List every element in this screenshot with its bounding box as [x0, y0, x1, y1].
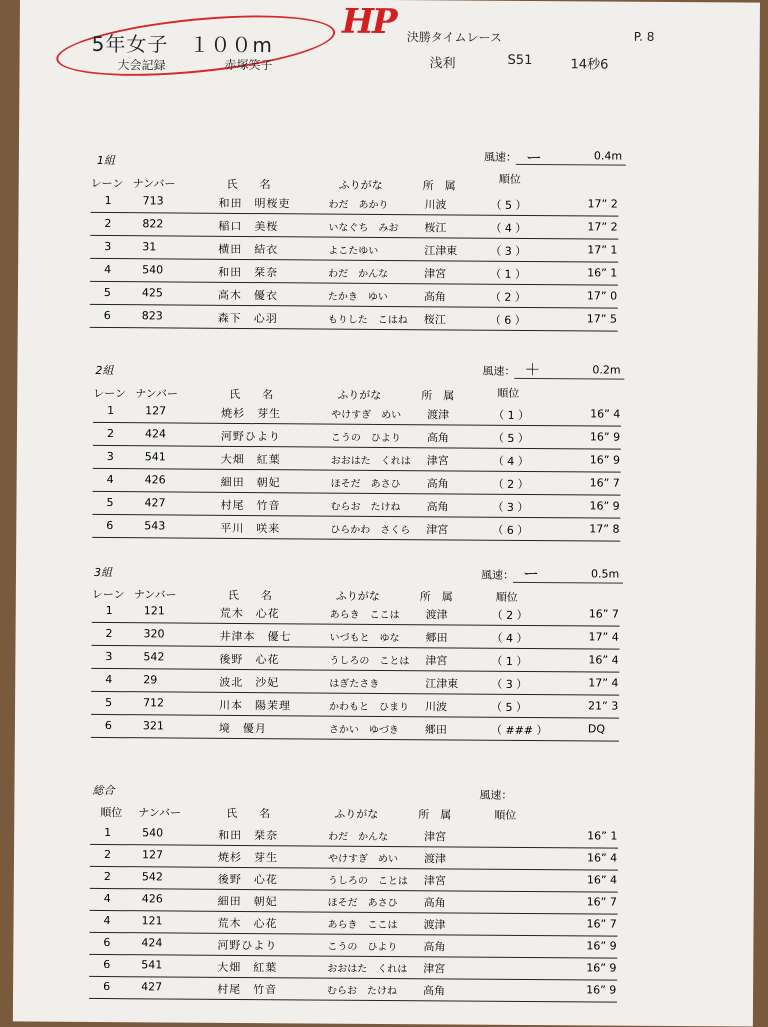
cell-affiliation: 川波 — [425, 700, 448, 714]
cell-affiliation: 津宮 — [424, 267, 447, 281]
col-lane: レーン — [93, 386, 127, 401]
cell-name: 後野 心花 — [217, 872, 278, 887]
cell-name: 焼杉 芽生 — [217, 850, 279, 865]
cell-kana: わだ かんな — [328, 268, 389, 280]
col-kana: ふりがな — [337, 388, 382, 402]
record-holder: 赤塚笑子 — [224, 57, 273, 73]
cell-kana: いづもと ゆな — [329, 632, 400, 645]
cell-name: 河野ひより — [220, 429, 281, 444]
cell-lane: 6 — [106, 519, 114, 533]
cell-name: 河野ひより — [217, 938, 278, 953]
cell-rank: （ 4 ） — [492, 454, 529, 468]
cell-kana: いなぐち みお — [328, 222, 399, 235]
cell-kana: こうの ひより — [330, 432, 401, 445]
cell-name: 和田 栞奈 — [218, 828, 279, 843]
col-rank: 順位 — [497, 386, 520, 400]
cell-kana: ひらかわ さくら — [330, 524, 411, 537]
cell-number: 541 — [144, 450, 166, 464]
cell-kana: もりした こはね — [327, 314, 408, 327]
cell-number: 426 — [141, 892, 163, 906]
cell-lane: 3 — [104, 240, 112, 254]
cell-rank: （ 5 ） — [491, 700, 528, 714]
cell-rank: （ 4 ） — [490, 221, 527, 235]
results-sheet — [13, 0, 760, 1027]
cell-rank: （ 5 ） — [490, 198, 527, 212]
cell-lane: 6 — [103, 309, 111, 323]
cell-time: 16” 7 — [586, 895, 617, 909]
cell-name: 井津本 優七 — [219, 629, 292, 644]
cell-rank: （ 1 ） — [490, 267, 527, 281]
cell-lane: 6 — [103, 958, 111, 972]
cell-number: 427 — [141, 980, 163, 994]
cell-time: 17” 1 — [587, 243, 618, 257]
cell-kana: やけすぎ めい — [327, 853, 399, 866]
cell-name: 平川 咲来 — [220, 521, 281, 536]
wind-sign: ー — [525, 147, 542, 168]
cell-number: 823 — [141, 309, 163, 323]
cell-lane: 2 — [105, 627, 113, 641]
cell-name: 稲口 美桜 — [218, 219, 279, 234]
cell-affiliation: 津宮 — [426, 523, 449, 537]
col-affiliation: 所 属 — [421, 389, 455, 403]
cell-name: 波北 沙妃 — [219, 675, 280, 690]
cell-time: 16” 4 — [590, 407, 621, 421]
wind-value: 0.4m — [593, 149, 623, 163]
cell-name: 境 優月 — [218, 721, 267, 736]
cell-affiliation: 郷田 — [425, 631, 448, 645]
meet-record-year: S51 — [507, 52, 533, 68]
cell-kana: さかい ゆづき — [328, 724, 399, 737]
cell-time: 16” 1 — [587, 829, 618, 843]
hp-handwritten-mark: HP — [341, 1, 396, 43]
col-number: ナンバー — [132, 177, 176, 191]
cell-rank: （ 2 ） — [492, 477, 529, 491]
wind-label: 風速： — [483, 150, 517, 164]
cell-time: 16” 9 — [589, 453, 621, 467]
cell-name: 後野 心花 — [219, 652, 280, 667]
cell-lane: 6 — [103, 936, 111, 950]
wind-label: 風速： — [479, 788, 513, 802]
col-affiliation: 所 属 — [419, 590, 453, 604]
cell-time: 16” 7 — [589, 476, 620, 490]
cell-time: 17” 5 — [586, 312, 618, 326]
cell-affiliation: 江津東 — [425, 677, 459, 691]
cell-kana: かわもと ひまり — [329, 701, 410, 714]
cell-rank: （ 5 ） — [492, 431, 529, 445]
cell-lane: 3 — [105, 650, 113, 664]
cell-name: 高木 優衣 — [217, 288, 278, 303]
cell-lane: 5 — [106, 496, 114, 510]
cell-affiliation: 高角 — [426, 500, 449, 514]
cell-kana: わだ あかり — [328, 199, 389, 211]
cell-lane: 6 — [103, 980, 111, 994]
cell-lane: 1 — [107, 404, 115, 418]
cell-number: 712 — [143, 696, 165, 710]
cell-time: 17” 2 — [587, 220, 618, 234]
cell-lane: 4 — [103, 892, 111, 906]
cell-number: 713 — [142, 194, 164, 208]
wind-sign: ー — [522, 563, 540, 584]
col-name: 氏 名 — [229, 387, 274, 402]
table-row — [89, 976, 617, 1003]
cell-number: 127 — [145, 404, 167, 418]
cell-affiliation: 津宮 — [425, 654, 448, 668]
table-row — [91, 715, 619, 742]
col-kana: ふりがな — [334, 807, 379, 821]
cell-rank: （ 3 ） — [490, 244, 527, 258]
table-row — [92, 515, 620, 542]
heat-title: 3組 — [93, 565, 113, 580]
cell-rank: （ 3 ） — [492, 500, 529, 514]
cell-time: 16” 7 — [586, 917, 617, 931]
col-name: 氏 名 — [226, 177, 271, 192]
cell-kana: わだ かんな — [328, 831, 389, 844]
cell-affiliation: 高角 — [423, 984, 446, 998]
overall-section — [85, 778, 625, 998]
cell-affiliation: 高角 — [423, 896, 446, 910]
cell-name: 横田 結衣 — [218, 242, 279, 257]
cell-kana: ほそだ あさひ — [327, 897, 398, 910]
col-rank-total: 順位 — [100, 805, 123, 820]
event-title: 5年女子 １００m — [91, 31, 273, 58]
wind-label: 風速： — [482, 364, 516, 378]
cell-name: 荒木 心花 — [219, 606, 280, 621]
cell-lane: 4 — [104, 263, 112, 277]
cell-affiliation: 津宮 — [424, 830, 447, 844]
cell-time: 16” 1 — [587, 266, 618, 280]
cell-number: 540 — [142, 263, 164, 277]
col-number: ナンバー — [138, 806, 182, 820]
col-lane: レーン — [91, 587, 125, 602]
cell-number: 542 — [141, 870, 163, 884]
col-name: 氏 名 — [227, 588, 272, 603]
table-row — [90, 305, 618, 332]
cell-name: 細田 朝妃 — [220, 475, 281, 490]
cell-name: 細田 朝妃 — [217, 894, 278, 909]
cell-kana: よこたゆい — [328, 245, 379, 257]
heat-section — [88, 354, 628, 537]
cell-time: 16” 7 — [588, 607, 619, 621]
col-number: ナンバー — [133, 588, 177, 602]
cell-number: 29 — [143, 673, 158, 687]
heat-section — [86, 556, 626, 738]
cell-rank: （ 2 ） — [491, 608, 528, 622]
cell-time: 21” 3 — [588, 699, 619, 713]
col-rank: 順位 — [495, 590, 518, 604]
cell-affiliation: 渡津 — [423, 852, 447, 866]
meet-record-name: 浅利 — [429, 56, 456, 72]
col-kana: ふりがな — [338, 178, 383, 192]
cell-affiliation: 川波 — [424, 198, 447, 212]
cell-name: 村尾 竹音 — [217, 982, 278, 997]
cell-kana: たかき ゆい — [327, 291, 388, 303]
heat-title: 2組 — [95, 363, 114, 378]
cell-name: 村尾 竹音 — [220, 498, 281, 513]
col-lane: レーン — [90, 176, 124, 191]
cell-lane: 1 — [104, 826, 112, 840]
cell-rank: （ 1 ） — [493, 408, 530, 422]
cell-affiliation: 渡津 — [423, 918, 446, 932]
cell-kana: むらお たけね — [327, 985, 398, 998]
cell-affiliation: 津宮 — [423, 962, 446, 976]
cell-time: DQ — [587, 722, 606, 736]
cell-lane: 1 — [104, 194, 112, 208]
col-number: ナンバー — [135, 387, 178, 401]
meet-record-time: 14秒6 — [570, 57, 609, 73]
cell-kana: はぎたさき — [329, 678, 380, 690]
page-number: P. 8 — [633, 29, 655, 44]
cell-number: 541 — [141, 958, 163, 972]
cell-name: 荒木 心花 — [217, 916, 278, 931]
cell-affiliation: 高角 — [426, 431, 449, 445]
cell-time: 16” 9 — [586, 983, 617, 997]
cell-kana: あらき ここは — [329, 609, 400, 622]
cell-name: 川本 陽茉理 — [219, 698, 292, 713]
cell-rank: （ 2 ） — [489, 290, 526, 304]
cell-number: 542 — [143, 650, 165, 664]
cell-kana: おおはた くれは — [330, 455, 411, 468]
cell-kana: あらき ここは — [327, 919, 398, 932]
record-label: 大会記録 — [117, 58, 166, 73]
wind-value: 0.5m — [590, 567, 620, 581]
cell-affiliation: 渡津 — [425, 608, 448, 622]
col-affiliation: 所 属 — [418, 808, 452, 822]
cell-affiliation: 桜江 — [424, 221, 447, 235]
cell-lane: 2 — [106, 427, 115, 441]
cell-affiliation: 高角 — [423, 290, 446, 304]
cell-number: 121 — [141, 914, 163, 928]
cell-number: 426 — [144, 473, 166, 487]
cell-affiliation: 高角 — [423, 940, 446, 954]
cell-kana: おおはた くれは — [327, 963, 408, 976]
cell-time: 17” 2 — [587, 197, 618, 211]
cell-number: 424 — [144, 427, 167, 441]
cell-kana: ほそだ あさひ — [330, 478, 401, 491]
cell-affiliation: 津宮 — [423, 874, 446, 888]
cell-number: 31 — [142, 240, 157, 254]
cell-kana: むらお たけね — [330, 501, 401, 514]
cell-affiliation: 津宮 — [426, 454, 449, 468]
cell-lane: 2 — [103, 870, 111, 884]
heat-section — [89, 144, 629, 327]
cell-name: 和田 栞奈 — [218, 265, 279, 280]
cell-lane: 1 — [105, 604, 113, 618]
cell-kana: やけすぎ めい — [331, 409, 402, 422]
cell-name: 森下 心羽 — [217, 311, 278, 326]
race-type: 決勝タイムレース — [406, 30, 502, 45]
cell-time: 16” 4 — [586, 851, 618, 865]
col-kana: ふりがな — [335, 589, 380, 603]
cell-time: 16” 9 — [586, 939, 617, 953]
cell-affiliation: 渡津 — [427, 408, 450, 422]
cell-time: 17” 0 — [586, 289, 618, 303]
cell-lane: 4 — [106, 473, 114, 487]
cell-name: 和田 明桜吏 — [218, 196, 291, 211]
cell-name: 大畑 紅葉 — [220, 452, 281, 467]
cell-lane: 2 — [103, 848, 112, 862]
cell-lane: 5 — [105, 696, 113, 710]
cell-rank: （ 1 ） — [491, 654, 528, 668]
cell-number: 427 — [144, 496, 166, 510]
cell-affiliation: 郷田 — [424, 723, 447, 737]
cell-time: 17” 4 — [588, 630, 619, 644]
cell-rank: （ 6 ） — [489, 313, 526, 327]
overall-title: 総合 — [92, 783, 115, 798]
cell-number: 320 — [143, 627, 165, 641]
cell-name: 大畑 紅葉 — [217, 960, 278, 975]
wind-sign: ＋ — [524, 359, 541, 380]
col-name: 氏 名 — [226, 806, 271, 821]
cell-name: 焼杉 芽生 — [221, 406, 282, 421]
heat-title: 1組 — [96, 153, 115, 168]
cell-number: 543 — [144, 519, 166, 533]
cell-time: 16” 4 — [586, 873, 618, 887]
cell-lane: 5 — [103, 286, 111, 300]
cell-number: 127 — [141, 848, 164, 862]
cell-time: 17” 4 — [588, 676, 619, 690]
cell-affiliation: 桜江 — [423, 313, 446, 327]
cell-time: 16” 9 — [589, 499, 620, 513]
cell-number: 822 — [142, 217, 164, 231]
cell-number: 321 — [142, 719, 164, 733]
wind-value: 0.2m — [592, 363, 621, 377]
cell-time: 16” 9 — [586, 961, 617, 975]
col-affiliation: 所 属 — [422, 179, 456, 193]
cell-kana: こうの ひより — [327, 941, 398, 954]
cell-time: 16” 4 — [588, 653, 619, 667]
cell-lane: 6 — [104, 719, 112, 733]
cell-lane: 4 — [105, 673, 113, 687]
cell-rank: （ 3 ） — [491, 677, 528, 691]
cell-lane: 3 — [106, 450, 114, 464]
cell-lane: 2 — [104, 217, 112, 231]
cell-time: 17” 8 — [589, 522, 620, 536]
wind-label: 風速： — [480, 568, 515, 582]
cell-kana: うしろの ことは — [329, 655, 410, 668]
cell-number: 540 — [142, 826, 164, 840]
col-rank: 順位 — [498, 172, 521, 186]
cell-number: 424 — [141, 936, 163, 950]
cell-number: 121 — [143, 604, 165, 618]
cell-number: 425 — [141, 286, 163, 300]
cell-affiliation: 高角 — [426, 477, 449, 491]
cell-affiliation: 江津東 — [424, 244, 458, 258]
cell-lane: 4 — [103, 914, 111, 928]
cell-time: 16” 9 — [589, 430, 621, 444]
cell-rank: （ 6 ） — [492, 523, 529, 537]
cell-rank: （ 4 ） — [491, 631, 528, 645]
col-rank: 順位 — [494, 808, 517, 822]
cell-kana: うしろの ことは — [327, 875, 408, 888]
cell-rank: （ ### ） — [490, 723, 548, 738]
